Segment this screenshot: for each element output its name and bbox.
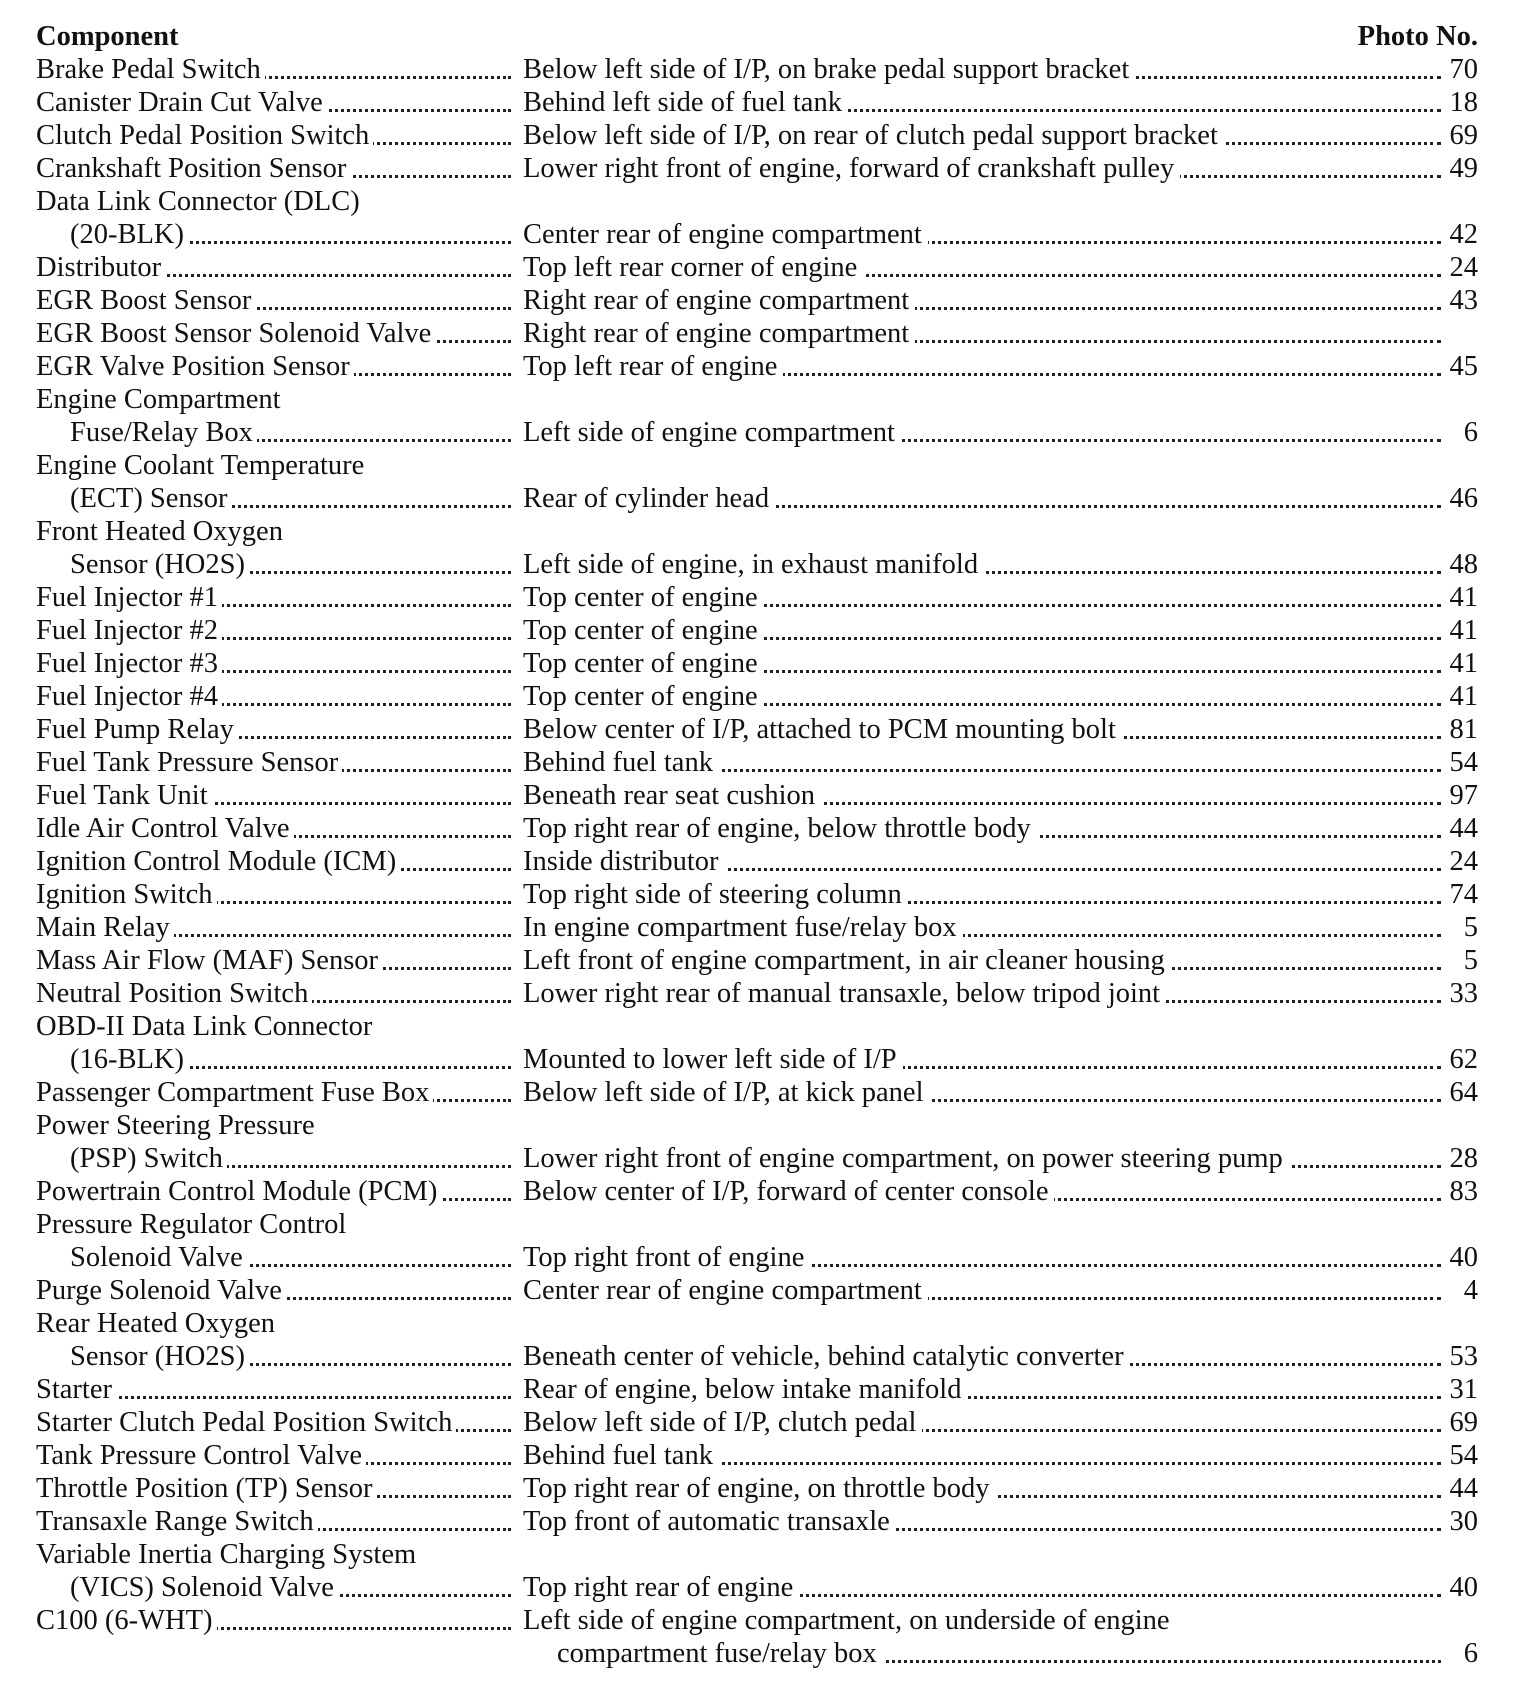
component-name: Data Link Connector (DLC) [36, 186, 364, 217]
component-name: EGR Valve Position Sensor [36, 351, 354, 382]
component-cell [70, 218, 511, 251]
location-cell [523, 86, 1441, 119]
component-cell [36, 251, 511, 284]
location-cell [523, 119, 1441, 152]
photo-number: 28 [1446, 1142, 1479, 1175]
component-name: Clutch Pedal Position Switch [36, 120, 373, 151]
photo-number: 43 [1446, 284, 1479, 317]
photo-number: 5 [1460, 944, 1478, 977]
location-text: Top left rear corner of engine [523, 252, 863, 283]
location-cell [523, 1175, 1441, 1208]
component-cell [36, 845, 511, 878]
component-cell [36, 977, 511, 1010]
photo-number: 24 [1446, 251, 1479, 284]
component-name: Ignition Switch [36, 879, 217, 910]
table-row [0, 548, 1520, 581]
photo-number: 41 [1446, 614, 1479, 647]
component-name: Fuel Tank Pressure Sensor [36, 747, 342, 778]
location-cell [523, 284, 1441, 317]
table-row [0, 1538, 1520, 1571]
location-cell [523, 581, 1441, 614]
component-cell [36, 284, 511, 317]
table-row [0, 581, 1520, 614]
location-text: Below left side of I/P, at kick panel [523, 1077, 930, 1108]
location-cell [523, 713, 1441, 746]
table-row [0, 713, 1520, 746]
table-row [0, 1406, 1520, 1439]
component-cell [36, 1439, 511, 1472]
table-row [0, 1076, 1520, 1109]
component-cell [36, 1175, 511, 1208]
photo-number: 42 [1446, 218, 1479, 251]
component-cell [36, 1604, 511, 1637]
component-name: Purge Solenoid Valve [36, 1275, 286, 1306]
table-row [0, 284, 1520, 317]
location-cell [523, 779, 1441, 812]
location-text: Below center of I/P, forward of center console [523, 1176, 1054, 1207]
component-name: Sensor (HO2S) [70, 1341, 249, 1372]
photo-number: 64 [1446, 1076, 1479, 1109]
location-text: Lower right rear of manual transaxle, below tripod joint [523, 978, 1166, 1009]
location-cell [523, 350, 1441, 383]
location-text: Top center of engine [523, 648, 764, 679]
location-cell [523, 1505, 1441, 1538]
component-name: Engine Compartment [36, 384, 285, 415]
location-cell [523, 845, 1441, 878]
photo-number: 54 [1446, 746, 1479, 779]
component-name: Distributor [36, 252, 165, 283]
photo-number: 74 [1446, 878, 1479, 911]
photo-number: 41 [1446, 680, 1479, 713]
table-row [0, 53, 1520, 86]
location-text: Lower right front of engine, forward of crankshaft pulley [523, 153, 1180, 184]
location-text: Top front of automatic transaxle [523, 1506, 896, 1537]
photo-number: 30 [1446, 1505, 1479, 1538]
photo-number-column-header: Photo No. [1357, 21, 1478, 52]
photo-number: 33 [1446, 977, 1479, 1010]
location-text: Top right rear of engine [523, 1572, 799, 1603]
photo-number: 97 [1446, 779, 1479, 812]
component-name: Power Steering Pressure [36, 1110, 319, 1141]
photo-number: 44 [1446, 1472, 1479, 1505]
location-cell [523, 614, 1441, 647]
component-cell [36, 383, 511, 416]
component-cell [36, 1538, 511, 1571]
location-text: Top right rear of engine, on throttle body [523, 1473, 996, 1504]
component-cell [36, 680, 511, 713]
table-row [0, 1241, 1520, 1274]
table-row [0, 317, 1520, 350]
table-row [0, 185, 1520, 218]
component-cell [70, 1142, 511, 1175]
photo-number: 48 [1446, 548, 1479, 581]
component-cell [36, 581, 511, 614]
table-row [0, 515, 1520, 548]
component-cell [36, 746, 511, 779]
location-text: Left front of engine compartment, in air cleaner housing [523, 945, 1171, 976]
table-row [0, 1142, 1520, 1175]
table-row [0, 251, 1520, 284]
component-cell [70, 416, 511, 449]
component-name: Ignition Control Module (ICM) [36, 846, 400, 877]
location-cell [523, 746, 1441, 779]
component-name: (20-BLK) [70, 219, 188, 250]
table-body [0, 53, 1520, 1670]
location-cell [523, 1472, 1441, 1505]
component-name: Transaxle Range Switch [36, 1506, 318, 1537]
photo-number: 5 [1460, 911, 1478, 944]
location-cell [523, 1076, 1441, 1109]
component-cell [36, 86, 511, 119]
component-cell [36, 812, 511, 845]
location-text: Left side of engine compartment, on underside of engine [523, 1605, 1176, 1636]
table-row [0, 416, 1520, 449]
location-cell [523, 812, 1441, 845]
location-cell [523, 1340, 1441, 1373]
table-row [0, 1472, 1520, 1505]
location-cell [557, 1637, 1441, 1670]
component-name: Fuel Injector #4 [36, 681, 222, 712]
location-cell [523, 944, 1441, 977]
location-text: Top right side of steering column [523, 879, 908, 910]
component-cell [36, 1010, 511, 1043]
photo-number: 83 [1446, 1175, 1479, 1208]
location-text: Top right rear of engine, below throttle body [523, 813, 1037, 844]
component-name: Passenger Compartment Fuse Box [36, 1077, 433, 1108]
component-name: OBD-II Data Link Connector [36, 1011, 376, 1042]
location-cell [523, 680, 1441, 713]
location-cell [523, 878, 1441, 911]
photo-number: 41 [1446, 647, 1479, 680]
table-row [0, 746, 1520, 779]
component-name: EGR Boost Sensor Solenoid Valve [36, 318, 435, 349]
component-name: Fuel Pump Relay [36, 714, 238, 745]
location-text: Left side of engine, in exhaust manifold [523, 549, 984, 580]
location-text: Rear of engine, below intake manifold [523, 1374, 967, 1405]
location-cell [523, 1274, 1441, 1307]
location-text: Mounted to lower left side of I/P [523, 1044, 903, 1075]
component-cell [36, 779, 511, 812]
component-name: Fuel Injector #1 [36, 582, 222, 613]
component-name: Fuel Tank Unit [36, 780, 212, 811]
location-text: Below left side of I/P, on brake pedal support bracket [523, 54, 1135, 85]
table-row [0, 1274, 1520, 1307]
table-row [0, 1109, 1520, 1142]
component-name: Throttle Position (TP) Sensor [36, 1473, 376, 1504]
table-row [0, 878, 1520, 911]
component-cell [36, 1274, 511, 1307]
table-row [0, 845, 1520, 878]
photo-number: 54 [1446, 1439, 1479, 1472]
location-text: Lower right front of engine compartment, on power steering pump [523, 1143, 1289, 1174]
table-row [0, 647, 1520, 680]
component-cell [36, 1505, 511, 1538]
photo-number: 69 [1446, 1406, 1479, 1439]
location-text: Top center of engine [523, 681, 764, 712]
component-cell [36, 614, 511, 647]
table-row [0, 1208, 1520, 1241]
component-cell [70, 548, 511, 581]
location-cell [523, 548, 1441, 581]
table-row [0, 1010, 1520, 1043]
component-cell [36, 713, 511, 746]
location-cell [523, 1241, 1441, 1274]
table-row [0, 1340, 1520, 1373]
location-cell [523, 977, 1441, 1010]
location-text: Behind fuel tank [523, 747, 719, 778]
table-row [0, 1175, 1520, 1208]
location-cell [523, 1406, 1441, 1439]
component-name: Brake Pedal Switch [36, 54, 265, 85]
location-text: Below center of I/P, attached to PCM mounting bolt [523, 714, 1122, 745]
photo-number: 6 [1460, 416, 1478, 449]
table-row [0, 614, 1520, 647]
location-cell [523, 1043, 1441, 1076]
table-row [0, 383, 1520, 416]
photo-number: 69 [1446, 119, 1479, 152]
location-cell [523, 482, 1441, 515]
photo-number: 6 [1460, 1637, 1478, 1670]
table-row [0, 119, 1520, 152]
photo-number: 24 [1446, 845, 1479, 878]
component-cell [70, 1241, 511, 1274]
component-name: C100 (6-WHT) [36, 1605, 217, 1636]
location-text: Left side of engine compartment [523, 417, 901, 448]
component-name: Front Heated Oxygen [36, 516, 287, 547]
location-text: In engine compartment fuse/relay box [523, 912, 963, 943]
photo-number: 40 [1446, 1241, 1479, 1274]
location-text: compartment fuse/relay box [557, 1638, 883, 1669]
location-text: Below left side of I/P, clutch pedal [523, 1407, 922, 1438]
photo-number: 46 [1446, 482, 1479, 515]
component-cell [36, 152, 511, 185]
component-cell [36, 1373, 511, 1406]
component-name: Pressure Regulator Control [36, 1209, 350, 1240]
table-row [0, 218, 1520, 251]
component-name: Starter Clutch Pedal Position Switch [36, 1407, 456, 1438]
location-cell [523, 416, 1441, 449]
component-name: (16-BLK) [70, 1044, 188, 1075]
component-name: Starter [36, 1374, 116, 1405]
location-cell [523, 1142, 1441, 1175]
photo-number: 31 [1446, 1373, 1479, 1406]
component-cell [36, 1307, 511, 1340]
component-cell [36, 944, 511, 977]
component-name: Crankshaft Position Sensor [36, 153, 350, 184]
location-text: Beneath rear seat cushion [523, 780, 821, 811]
location-text: Top left rear of engine [523, 351, 783, 382]
component-cell [70, 482, 511, 515]
table-row [0, 1307, 1520, 1340]
component-name: Sensor (HO2S) [70, 549, 249, 580]
component-name: Engine Coolant Temperature [36, 450, 368, 481]
location-cell [523, 1604, 1441, 1637]
location-cell [523, 53, 1441, 86]
location-cell [523, 251, 1441, 284]
location-text: Top center of engine [523, 615, 764, 646]
location-text: Rear of cylinder head [523, 483, 775, 514]
component-name: Variable Inertia Charging System [36, 1539, 420, 1570]
table-row [0, 812, 1520, 845]
component-cell [36, 449, 511, 482]
location-text: Inside distributor [523, 846, 725, 877]
location-text: Top center of engine [523, 582, 764, 613]
component-name: Solenoid Valve [70, 1242, 247, 1273]
table-row [0, 779, 1520, 812]
table-row [0, 1505, 1520, 1538]
location-text: Center rear of engine compartment [523, 1275, 928, 1306]
component-column-header: Component [36, 21, 179, 52]
location-cell [523, 1439, 1441, 1472]
component-name: (PSP) Switch [70, 1143, 227, 1174]
location-text: Center rear of engine compartment [523, 219, 928, 250]
component-cell [36, 878, 511, 911]
component-name: Rear Heated Oxygen [36, 1308, 279, 1339]
component-cell [36, 647, 511, 680]
table-row [0, 350, 1520, 383]
component-name: (VICS) Solenoid Valve [70, 1572, 338, 1603]
component-name: EGR Boost Sensor [36, 285, 255, 316]
photo-number: 49 [1446, 152, 1479, 185]
table-row [0, 1604, 1520, 1637]
location-text: Beneath center of vehicle, behind catalytic converter [523, 1341, 1130, 1372]
component-name: Fuel Injector #2 [36, 615, 222, 646]
component-name: Neutral Position Switch [36, 978, 312, 1009]
component-cell [36, 317, 511, 350]
table-row [0, 1043, 1520, 1076]
component-cell [36, 1208, 511, 1241]
table-row [0, 449, 1520, 482]
location-text: Behind fuel tank [523, 1440, 719, 1471]
location-cell [523, 317, 1441, 350]
location-cell [523, 1571, 1441, 1604]
location-text: Right rear of engine compartment [523, 285, 915, 316]
component-name: Idle Air Control Valve [36, 813, 294, 844]
table-row [0, 152, 1520, 185]
component-cell [70, 1571, 511, 1604]
photo-number: 40 [1446, 1571, 1479, 1604]
component-name: Fuel Injector #3 [36, 648, 222, 679]
component-cell [36, 53, 511, 86]
component-cell [36, 1406, 511, 1439]
location-cell [523, 152, 1441, 185]
component-cell [36, 911, 511, 944]
photo-number: 44 [1446, 812, 1479, 845]
component-name: Powertrain Control Module (PCM) [36, 1176, 441, 1207]
table-row [0, 911, 1520, 944]
component-cell [36, 1076, 511, 1109]
location-cell [523, 647, 1441, 680]
photo-number: 70 [1446, 53, 1479, 86]
component-cell [70, 1340, 511, 1373]
component-name: Fuse/Relay Box [70, 417, 257, 448]
location-cell [523, 911, 1441, 944]
location-text: Below left side of I/P, on rear of clutch pedal support bracket [523, 120, 1224, 151]
component-cell [36, 515, 511, 548]
photo-number: 4 [1460, 1274, 1478, 1307]
location-text: Behind left side of fuel tank [523, 87, 848, 118]
component-cell [36, 119, 511, 152]
table-row [0, 1571, 1520, 1604]
photo-number: 18 [1446, 86, 1479, 119]
component-cell [36, 185, 511, 218]
table-row [0, 977, 1520, 1010]
photo-number: 62 [1446, 1043, 1479, 1076]
photo-number: 45 [1446, 350, 1479, 383]
component-cell [36, 1109, 511, 1142]
table-row [0, 482, 1520, 515]
photo-number: 41 [1446, 581, 1479, 614]
location-text: Right rear of engine compartment [523, 318, 915, 349]
location-cell [523, 218, 1441, 251]
component-cell [36, 350, 511, 383]
component-name: Main Relay [36, 912, 174, 943]
component-cell [70, 1043, 511, 1076]
photo-number: 53 [1446, 1340, 1479, 1373]
component-name: Canister Drain Cut Valve [36, 87, 327, 118]
component-cell [36, 1472, 511, 1505]
component-name: (ECT) Sensor [70, 483, 232, 514]
table-row [0, 944, 1520, 977]
table-row [0, 86, 1520, 119]
location-cell [523, 1373, 1441, 1406]
table-row [0, 680, 1520, 713]
photo-number: 81 [1446, 713, 1479, 746]
table-row [0, 1637, 1520, 1670]
location-text: Top right front of engine [523, 1242, 810, 1273]
table-row [0, 1373, 1520, 1406]
table-row [0, 1439, 1520, 1472]
component-name: Tank Pressure Control Valve [36, 1440, 366, 1471]
component-name: Mass Air Flow (MAF) Sensor [36, 945, 382, 976]
